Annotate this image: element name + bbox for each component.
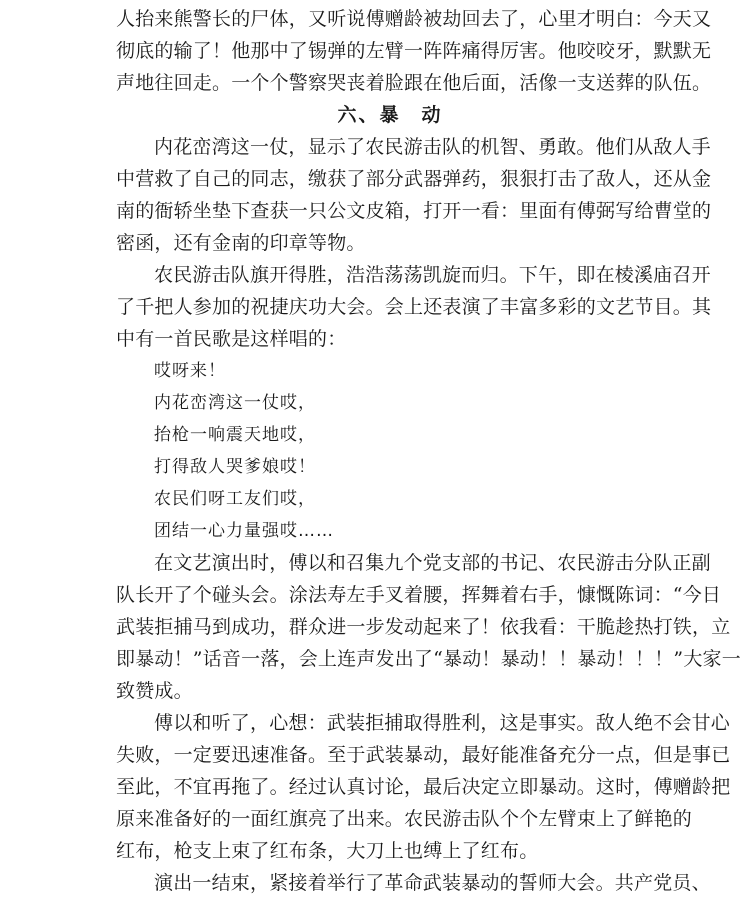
text-line: 声地往回走。一个个警察哭丧着脸跟在他后面，活像一支送葬的队伍。 [116, 72, 712, 94]
text-line: 致赞成。 [116, 680, 193, 702]
text-line: 在文艺演出时，傅以和召集九个党支部的书记、农民游击分队正副 [154, 552, 711, 574]
text-line: 失败，一定要迅速准备。至于武装暴动，最好能准备充分一点，但是事已 [116, 744, 731, 766]
text-line: 密函，还有金南的印章等物。 [116, 232, 366, 254]
text-line: 中有一首民歌是这样唱的： [116, 328, 347, 350]
text-line: 彻底的输了！他那中了锡弹的左臂一阵阵痛得厉害。他咬咬牙，默默无 [116, 40, 712, 62]
song-line: 打得敌人哭爹娘哎！ [154, 457, 316, 477]
song-line: 内花峦湾这一仗哎， [154, 393, 316, 413]
text-line: 人抬来熊警长的尸体，又听说傅赠龄被劫回去了，心里才明白：今天又 [116, 8, 712, 30]
text-line: 队长开了个碰头会。涂法寿左手叉着腰，挥舞着右手，慷慨陈词：“今日 [116, 584, 722, 606]
text-line: 即暴动！”话音一落，会上连声发出了“暴动！暴动！！暴动！！！”大家一 [116, 648, 741, 670]
section-heading: 六、暴 动 [337, 104, 443, 126]
text-line: 内花峦湾这一仗，显示了农民游击队的机智、勇敢。他们从敌人手 [154, 136, 711, 158]
book-page [116, 0, 741, 899]
song-line: 团结一心力量强哎…… [154, 521, 334, 541]
text-line: 了千把人参加的祝捷庆功大会。会上还表演了丰富多彩的文艺节目。其 [116, 296, 712, 318]
text-line: 南的衙轿坐垫下查获一只公文皮箱，打开一看：里面有傅弼写给曹堂的 [116, 200, 712, 222]
text-line: 傅以和听了，心想：武装拒捕取得胜利，这是事实。敌人绝不会甘心 [154, 712, 731, 734]
song-line: 农民们呀工友们哎， [154, 489, 316, 509]
text-line: 演出一结束，紧接着举行了革命武装暴动的誓师大会。共产党员、 [154, 872, 711, 894]
song-line: 抬枪一响震天地哎， [154, 425, 316, 445]
song-line: 哎呀来！ [154, 361, 226, 381]
text-line: 红布，枪支上束了红布条，大刀上也缚上了红布。 [116, 840, 539, 862]
text-line: 农民游击队旗开得胜，浩浩荡荡凯旋而归。下午，即在棱溪庙召开 [154, 264, 711, 286]
text-line: 原来准备好的一面红旗亮了出来。农民游击队个个左臂束上了鲜艳的 [116, 808, 693, 830]
text-line: 至此，不宜再拖了。经过认真讨论，最后决定立即暴动。这时，傅赠龄把 [116, 776, 731, 798]
text-line: 中营救了自己的同志，缴获了部分武器弹药，狠狠打击了敌人，还从金 [116, 168, 712, 190]
text-line: 武装拒捕马到成功，群众进一步发动起来了！依我看：干脆趁热打铁，立 [116, 616, 731, 638]
